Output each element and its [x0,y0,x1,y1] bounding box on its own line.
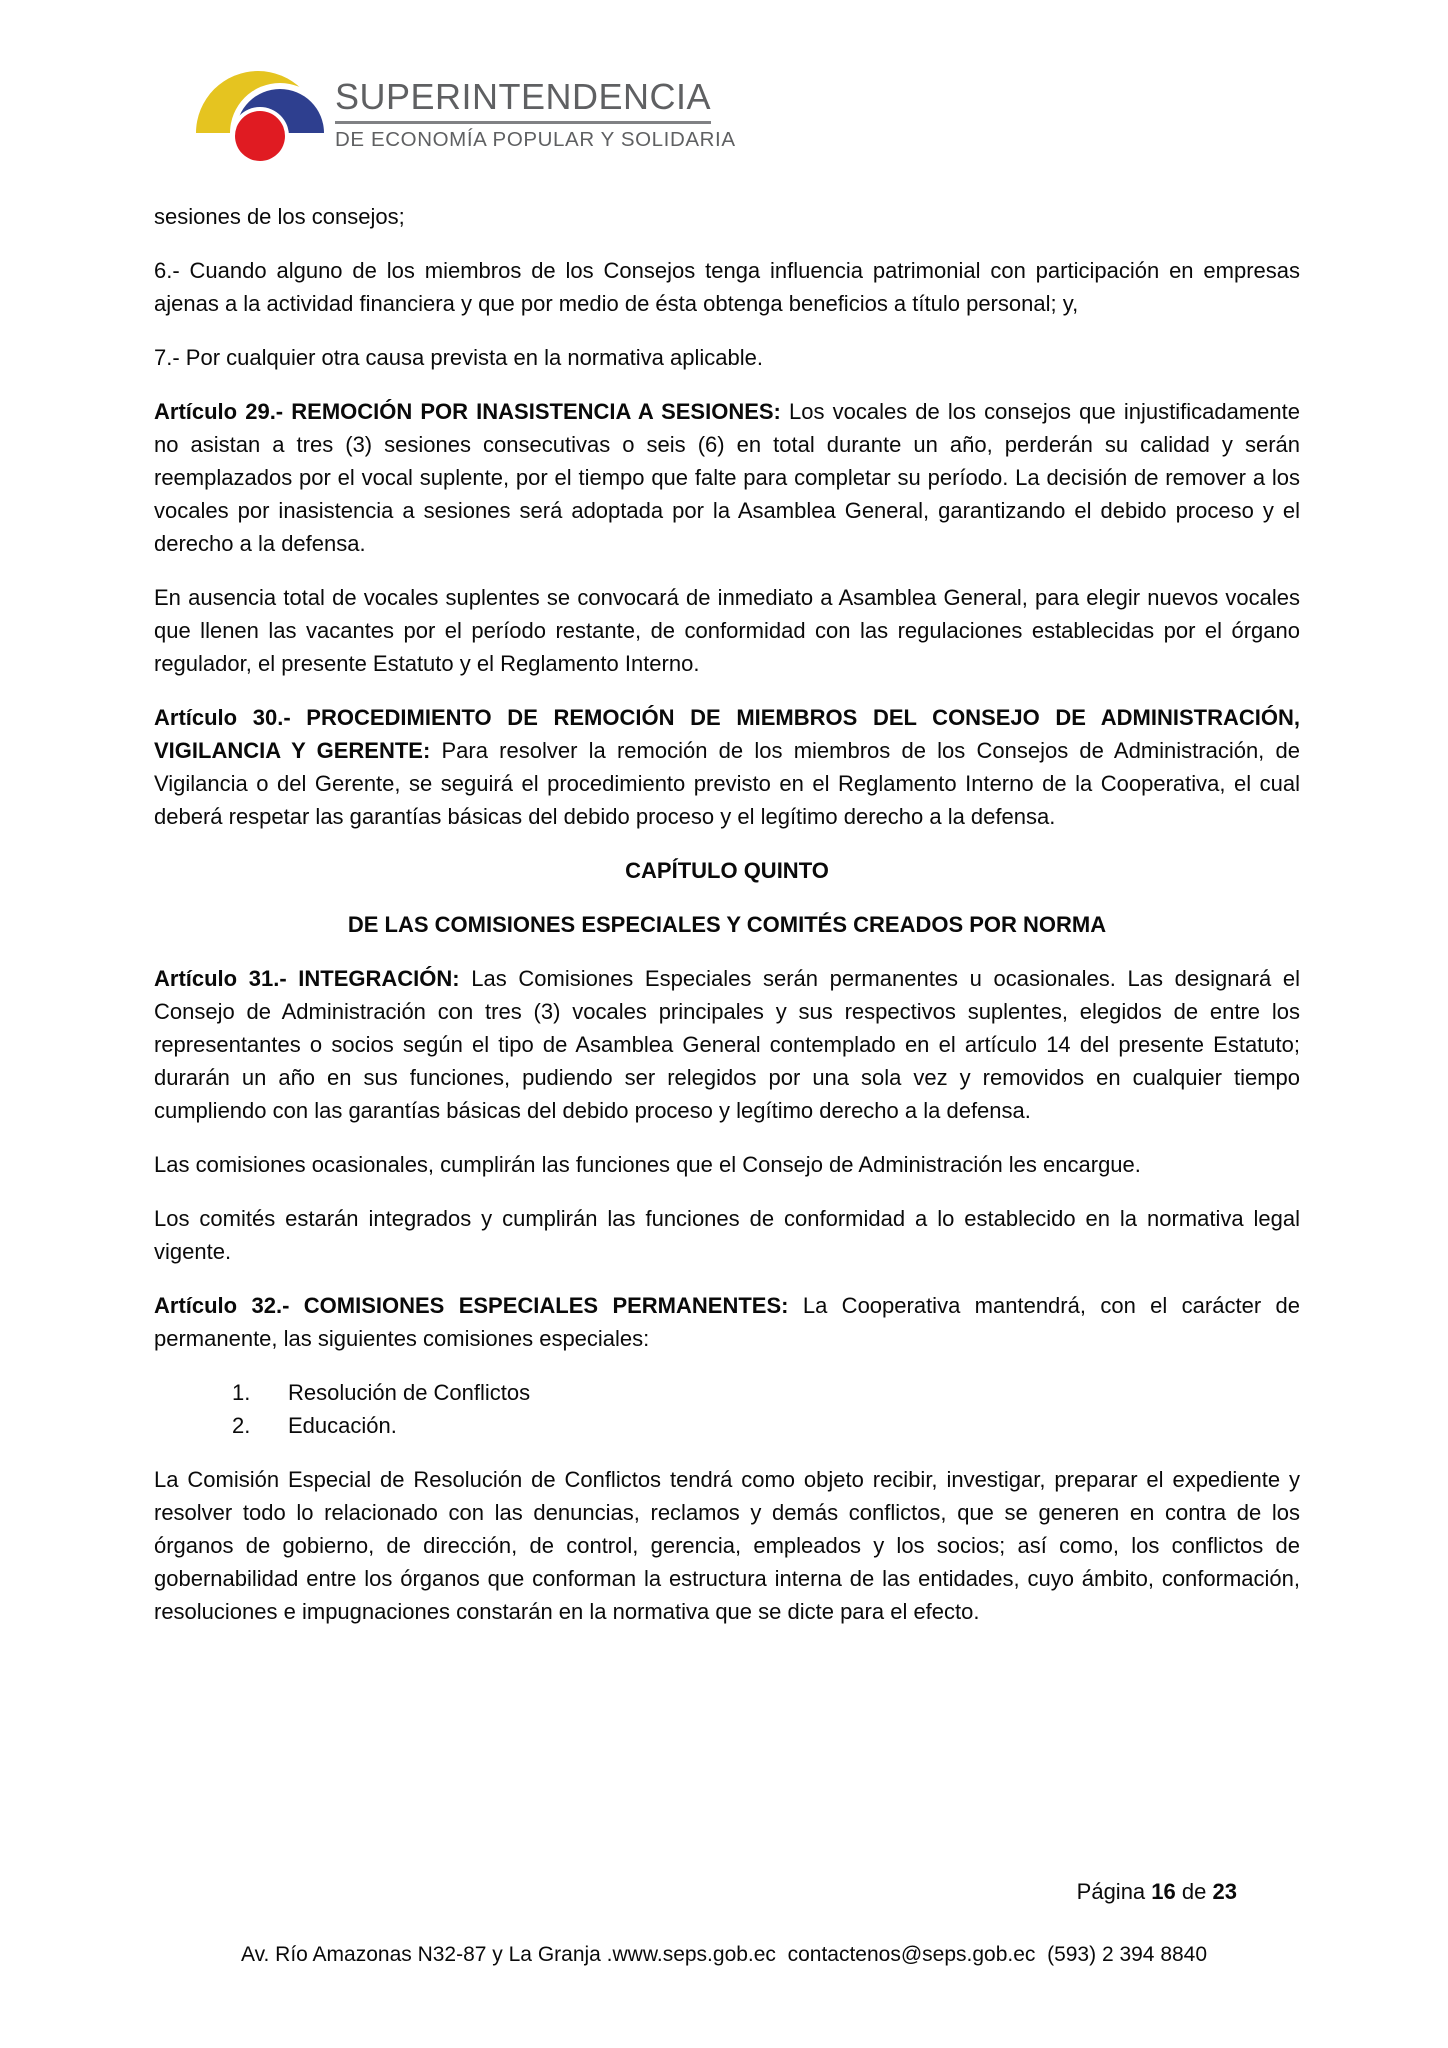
articulo-32-heading: Artículo 32.- COMISIONES ESPECIALES PERMANENTES: [154,1293,789,1318]
paragraph-numeral-7: 7.- Por cualquier otra causa prevista en la normativa aplicable. [154,345,763,370]
org-subtitle: DE ECONOMÍA POPULAR Y SOLIDARIA [335,127,736,151]
document-body [154,200,1300,1628]
paragraph-ausencia-vocales: En ausencia total de vocales suplentes se convocará de inmediato a Asamblea General, para elegir nuevos vocales que llenen las vacantes por el período restante, de conformidad con las regulaciones establecidas por el órgano regulador, el presente Estatuto y el Reglamento Interno. [154,585,1300,676]
paragraph-articulo-30 [154,701,1300,833]
articulo-29-heading: Artículo 29.- REMOCIÓN POR INASISTENCIA A SESIONES: [154,399,781,424]
list-item-2 [154,1409,1300,1442]
paragraph-numeral-6: 6.- Cuando alguno de los miembros de los Consejos tenga influencia patrimonial con participación en empresas ajenas a la actividad financiera y que por medio de ésta obtenga beneficios a título personal; y, [154,258,1300,316]
page-number [1077,1878,1237,1906]
paragraph-articulo-32 [154,1289,1300,1355]
chapter-title: CAPÍTULO QUINTO [625,858,829,883]
paragraph-comisiones-ocasionales: Las comisiones ocasionales, cumplirán las funciones que el Consejo de Administración les encargue. [154,1152,1141,1177]
page-number-of: de [1181,1879,1207,1904]
org-name: SUPERINTENDENCIA [335,78,711,124]
articulo-31-heading: Artículo 31.- INTEGRACIÓN: [154,966,460,991]
articulo-32-body: La Cooperativa mantendrá, con el carácter de permanente, las siguientes comisiones especiales: [154,1293,1300,1351]
articulo-30-heading: Artículo 30.- PROCEDIMIENTO DE REMOCIÓN DE MIEMBROS DEL CONSEJO DE ADMINISTRACIÓN, VIGILANCIA Y GERENTE: [154,705,1300,763]
page-number-current: 16 [1151,1879,1176,1904]
page-number-total: 23 [1212,1879,1237,1904]
org-text-block [335,78,736,152]
chapter-subtitle: DE LAS COMISIONES ESPECIALES Y COMITÉS CREADOS POR NORMA [347,912,1107,937]
paragraph-comites: Los comités estarán integrados y cumplirán las funciones de conformidad a lo establecido en la normativa legal vigente. [154,1206,1300,1264]
list-item-1-text: Resolución de Conflictos [288,1380,531,1405]
paragraph-articulo-29 [154,395,1300,560]
articulo-29-body: Los vocales de los consejos que injustificadamente no asistan a tres (3) sesiones consecutivas o seis (6) en total durante un año, perderán su calidad y serán reemplazados por el vocal suplente, por el tiempo que falte para completar su período. La decisión de remover a los vocales por inasistencia a sesiones será adoptada por la Asamblea General, garantizando el debido proceso y el derecho a la defensa. [154,399,1301,556]
paragraph-articulo-31 [154,962,1300,1127]
list-item-1 [154,1376,1300,1409]
articulo-30-body: Para resolver la remoción de los miembros de los Consejos de Administración, de Vigilancia o del Gerente, se seguirá el procedimiento previsto en el Reglamento Interno de la Cooperativa, el cual deberá respetar las garantías básicas del debido proceso y el legítimo derecho a la defensa. [154,738,1300,829]
list-item-1-number: 1. [232,1380,251,1405]
org-header [190,66,1448,178]
paragraph-continuation: sesiones de los consejos; [154,204,405,229]
commissions-list [154,1376,1300,1442]
footer-address: Av. Río Amazonas N32-87 y La Granja .www.seps.gob.ec contactenos@seps.gob.ec (593) 2 394 8840 [240,1943,1208,1966]
list-item-2-text: Educación. [288,1413,397,1438]
paragraph-comision-resolucion: La Comisión Especial de Resolución de Conflictos tendrá como objeto recibir, investigar, preparar el expediente y resolver todo lo relacionado con las denuncias, reclamos y demás conflictos, que se generen en contra de los órganos de gobierno, de dirección, de control, gerencia, empleados y los socios; así como, los conflictos de gobernabilidad entre los órganos que conforman la estructura interna de las entidades, cuyo ámbito, conformación, resoluciones e impugnaciones constarán en la normativa que se dicte para el efecto. [154,1467,1300,1624]
list-item-2-number: 2. [232,1413,251,1438]
seps-logo-icon [190,66,325,161]
page-number-prefix: Página [1076,1879,1146,1904]
articulo-31-body: Las Comisiones Especiales serán permanentes u ocasionales. Las designará el Consejo de Administración con tres (3) vocales principales y sus respectivos suplentes, elegidos de entre los representantes o socios según el tipo de Asamblea General contemplado en el artículo 14 del presente Estatuto; durarán un año en sus funciones, pudiendo ser relegidos por una sola vez y removidos en cualquier tiempo cumpliendo con las garantías básicas del debido proceso y legítimo derecho a la defensa. [154,966,1300,1123]
